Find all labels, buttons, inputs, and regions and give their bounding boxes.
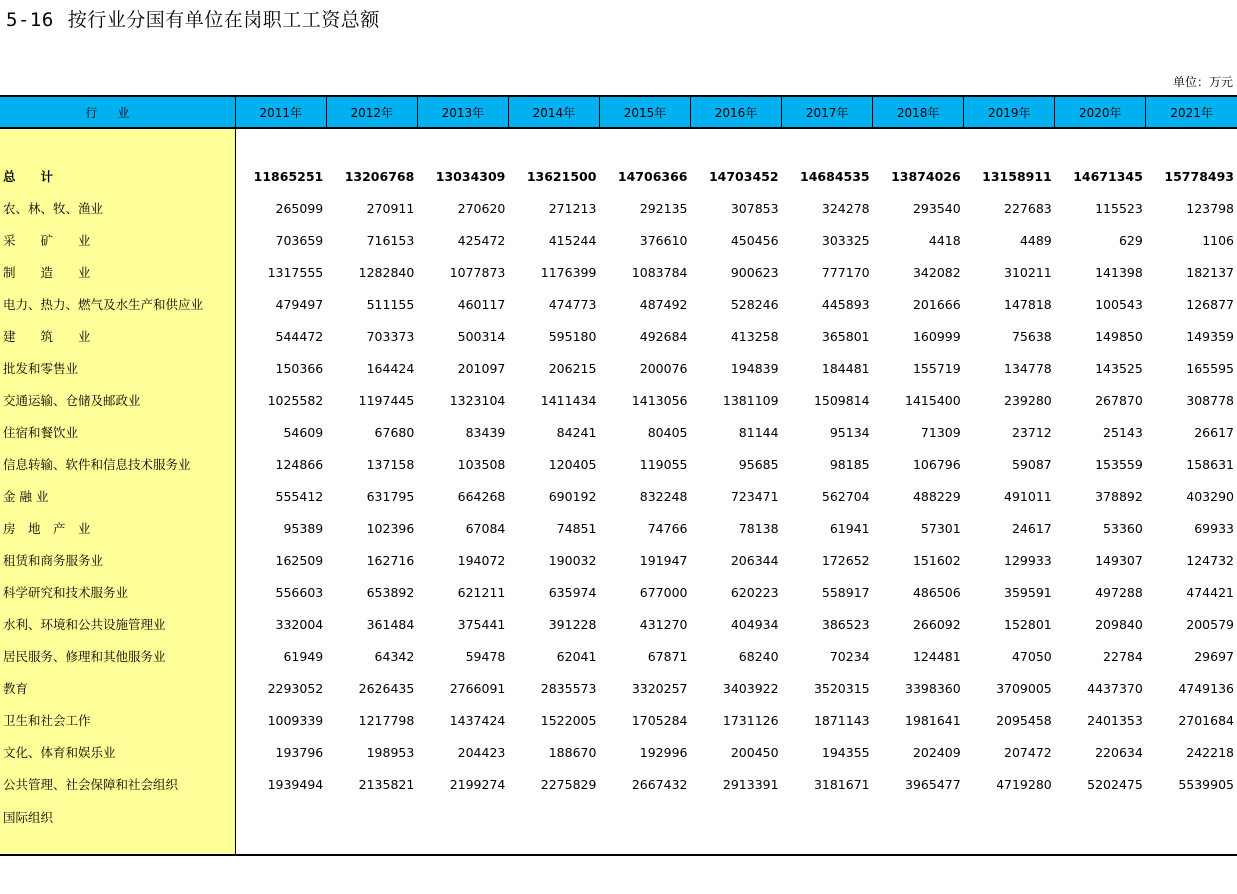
- row-label: 卫生和社会工作: [0, 704, 235, 736]
- value-cell: 22784: [1103, 648, 1143, 664]
- value-cell: 149850: [1095, 328, 1143, 344]
- value-cell: 201666: [912, 296, 961, 312]
- value-cell: 4418: [928, 232, 961, 248]
- value-cell: 431270: [639, 616, 688, 632]
- value-cell: 3403922: [722, 680, 779, 696]
- table-body: [0, 128, 1237, 855]
- value-cell: 95389: [283, 520, 324, 536]
- value-cell: 153559: [1095, 456, 1143, 472]
- value-cell: 445893: [821, 296, 870, 312]
- value-cell: 13874026: [891, 168, 961, 184]
- value-cell: 307853: [730, 200, 779, 216]
- value-cell: 71309: [920, 424, 961, 440]
- value-cell: 270911: [366, 200, 415, 216]
- value-cell: 220634: [1095, 744, 1143, 760]
- table-row: [0, 480, 1237, 512]
- value-cell: 15778493: [1164, 168, 1234, 184]
- row-label: 建 筑 业: [0, 320, 235, 352]
- table-row: [0, 704, 1237, 736]
- value-cell: 1522005: [540, 712, 597, 728]
- value-cell: 155719: [912, 360, 961, 376]
- table-row: [0, 608, 1237, 640]
- value-cell: 194839: [730, 360, 779, 376]
- value-cell: 1217798: [358, 712, 415, 728]
- value-cell: 1705284: [631, 712, 688, 728]
- value-cell: 14684535: [800, 168, 870, 184]
- value-cell: 13621500: [526, 168, 597, 184]
- table-row: [0, 672, 1237, 704]
- header-year: 2011年: [235, 96, 326, 128]
- value-cell: 194355: [821, 744, 870, 760]
- row-label: 居民服务、修理和其他服务业: [0, 640, 235, 672]
- value-cell: 126877: [1186, 296, 1234, 312]
- value-cell: 1323104: [449, 392, 506, 408]
- value-cell: [1146, 800, 1237, 855]
- value-cell: 332004: [275, 616, 324, 632]
- value-cell: 2701684: [1178, 712, 1234, 728]
- value-cell: 271213: [548, 200, 597, 216]
- value-cell: 629: [1118, 232, 1143, 248]
- value-cell: 491011: [1004, 488, 1052, 504]
- value-cell: 621211: [457, 584, 506, 600]
- value-cell: 2275829: [540, 776, 597, 792]
- row-label: 国际组织: [0, 800, 235, 855]
- value-cell: [782, 800, 873, 855]
- value-cell: 365801: [821, 328, 870, 344]
- table-title: [6, 5, 380, 32]
- value-cell: 102396: [366, 520, 415, 536]
- value-cell: 13206768: [344, 168, 415, 184]
- value-cell: 64342: [374, 648, 415, 664]
- value-cell: [1055, 800, 1146, 855]
- value-cell: 206344: [730, 552, 779, 568]
- value-cell: 413258: [730, 328, 779, 344]
- header-year: 2014年: [508, 96, 599, 128]
- value-cell: 2095458: [996, 712, 1052, 728]
- value-cell: 202409: [912, 744, 961, 760]
- value-cell: 239280: [1004, 392, 1052, 408]
- table-row: [0, 384, 1237, 416]
- value-cell: 324278: [821, 200, 870, 216]
- value-cell: 74851: [556, 520, 597, 536]
- row-label: 水利、环境和公共设施管理业: [0, 608, 235, 640]
- value-cell: 227683: [1004, 200, 1052, 216]
- value-cell: 497288: [1095, 584, 1143, 600]
- value-cell: 1415400: [905, 392, 961, 408]
- value-cell: 378892: [1095, 488, 1143, 504]
- value-cell: 511155: [366, 296, 415, 312]
- header-industry: 行业: [0, 96, 235, 128]
- value-cell: 62041: [556, 648, 597, 664]
- value-cell: 149307: [1095, 552, 1143, 568]
- value-cell: 303325: [821, 232, 870, 248]
- value-cell: [508, 800, 599, 855]
- value-cell: 376610: [639, 232, 688, 248]
- table-row: [0, 192, 1237, 224]
- value-cell: 207472: [1004, 744, 1052, 760]
- table-row: [0, 256, 1237, 288]
- row-label: 科学研究和技术服务业: [0, 576, 235, 608]
- value-cell: 391228: [548, 616, 597, 632]
- value-cell: 359591: [1004, 584, 1052, 600]
- value-cell: 404934: [730, 616, 779, 632]
- value-cell: 777170: [821, 264, 870, 280]
- spacer-row: [0, 128, 1237, 160]
- table-number: 5-16: [6, 9, 54, 31]
- value-cell: [691, 800, 782, 855]
- value-cell: 25143: [1103, 424, 1143, 440]
- value-cell: 47050: [1011, 648, 1052, 664]
- value-cell: 900623: [730, 264, 779, 280]
- header-year: 2021年: [1146, 96, 1237, 128]
- value-cell: 556603: [275, 584, 324, 600]
- value-cell: 479497: [275, 296, 324, 312]
- row-label: 信息转输、软件和信息技术服务业: [0, 448, 235, 480]
- table-row: [0, 160, 1237, 192]
- header-year: 2016年: [691, 96, 782, 128]
- value-cell: 192996: [639, 744, 688, 760]
- value-cell: [417, 800, 508, 855]
- value-cell: 14703452: [708, 168, 779, 184]
- value-cell: 103508: [457, 456, 506, 472]
- value-cell: 164424: [366, 360, 415, 376]
- value-cell: 120405: [548, 456, 597, 472]
- header-year: 2020年: [1055, 96, 1146, 128]
- value-cell: 54609: [283, 424, 324, 440]
- value-cell: 4719280: [996, 776, 1052, 792]
- value-cell: 492684: [639, 328, 688, 344]
- table-row: [0, 640, 1237, 672]
- value-cell: 1871143: [813, 712, 870, 728]
- value-cell: 425472: [457, 232, 506, 248]
- value-cell: 267870: [1095, 392, 1143, 408]
- value-cell: 106796: [912, 456, 961, 472]
- value-cell: 67084: [465, 520, 506, 536]
- value-cell: 308778: [1186, 392, 1234, 408]
- value-cell: 69933: [1194, 520, 1234, 536]
- value-cell: 67871: [647, 648, 688, 664]
- value-cell: 1411434: [540, 392, 597, 408]
- value-cell: 293540: [912, 200, 961, 216]
- value-cell: 3520315: [813, 680, 870, 696]
- value-cell: 558917: [821, 584, 870, 600]
- wage-table: [0, 95, 1237, 856]
- header-year: 2017年: [782, 96, 873, 128]
- value-cell: 1282840: [358, 264, 415, 280]
- value-cell: 460117: [457, 296, 506, 312]
- value-cell: 198953: [366, 744, 415, 760]
- value-cell: 4749136: [1178, 680, 1234, 696]
- value-cell: 95685: [738, 456, 779, 472]
- value-cell: [235, 800, 326, 855]
- value-cell: 95134: [829, 424, 870, 440]
- value-cell: 206215: [548, 360, 597, 376]
- value-cell: 1939494: [267, 776, 324, 792]
- table-row: [0, 416, 1237, 448]
- value-cell: 487492: [639, 296, 688, 312]
- value-cell: 83439: [465, 424, 506, 440]
- value-cell: 3709005: [996, 680, 1052, 696]
- value-cell: 5202475: [1087, 776, 1143, 792]
- value-cell: 2135821: [358, 776, 415, 792]
- row-label: 教育: [0, 672, 235, 704]
- value-cell: 182137: [1186, 264, 1234, 280]
- value-cell: 703659: [275, 232, 324, 248]
- value-cell: 2766091: [449, 680, 506, 696]
- table-row: [0, 800, 1237, 855]
- value-cell: 141398: [1095, 264, 1143, 280]
- value-cell: 1077873: [449, 264, 506, 280]
- data-table-container: [0, 95, 1237, 856]
- value-cell: 68240: [738, 648, 779, 664]
- value-cell: 1009339: [267, 712, 324, 728]
- value-cell: 1381109: [722, 392, 779, 408]
- row-label: 金 融 业: [0, 480, 235, 512]
- table-row: [0, 544, 1237, 576]
- value-cell: 152801: [1004, 616, 1052, 632]
- value-cell: 119055: [639, 456, 688, 472]
- value-cell: 81144: [738, 424, 779, 440]
- header-row: [0, 96, 1237, 128]
- table-row: [0, 320, 1237, 352]
- value-cell: 4489: [1019, 232, 1052, 248]
- table-row: [0, 512, 1237, 544]
- value-cell: [326, 800, 417, 855]
- value-cell: [873, 800, 964, 855]
- value-cell: 78138: [738, 520, 779, 536]
- value-cell: 14671345: [1073, 168, 1143, 184]
- value-cell: 53360: [1103, 520, 1143, 536]
- value-cell: 2913391: [722, 776, 779, 792]
- value-cell: 664268: [457, 488, 506, 504]
- value-cell: 13158911: [982, 168, 1052, 184]
- value-cell: 555412: [275, 488, 324, 504]
- row-label: 制 造 业: [0, 256, 235, 288]
- value-cell: 124732: [1186, 552, 1234, 568]
- value-cell: 13034309: [435, 168, 506, 184]
- value-cell: 124866: [275, 456, 324, 472]
- value-cell: 29697: [1194, 648, 1234, 664]
- value-cell: 191947: [639, 552, 688, 568]
- value-cell: 1106: [1202, 232, 1234, 248]
- value-cell: 100543: [1095, 296, 1143, 312]
- value-cell: 415244: [548, 232, 597, 248]
- value-cell: 2835573: [540, 680, 597, 696]
- table-row: [0, 576, 1237, 608]
- value-cell: 1437424: [449, 712, 506, 728]
- value-cell: 115523: [1095, 200, 1143, 216]
- value-cell: 635974: [548, 584, 597, 600]
- value-cell: 562704: [821, 488, 870, 504]
- value-cell: 98185: [829, 456, 870, 472]
- table-row: [0, 736, 1237, 768]
- value-cell: 172652: [821, 552, 870, 568]
- value-cell: 703373: [366, 328, 415, 344]
- value-cell: 265099: [275, 200, 324, 216]
- value-cell: 162716: [366, 552, 415, 568]
- value-cell: 162509: [275, 552, 324, 568]
- value-cell: 160999: [912, 328, 961, 344]
- value-cell: 2667432: [631, 776, 688, 792]
- value-cell: 266092: [912, 616, 961, 632]
- spacer-cell: [235, 128, 1237, 160]
- value-cell: 342082: [912, 264, 961, 280]
- value-cell: 209840: [1095, 616, 1143, 632]
- value-cell: 1509814: [813, 392, 870, 408]
- value-cell: 3398360: [905, 680, 961, 696]
- spacer-label-cell: [0, 128, 235, 160]
- row-label: 租赁和商务服务业: [0, 544, 235, 576]
- value-cell: 137158: [366, 456, 415, 472]
- value-cell: 386523: [821, 616, 870, 632]
- value-cell: 151602: [912, 552, 961, 568]
- table-row: [0, 224, 1237, 256]
- value-cell: 1981641: [905, 712, 961, 728]
- value-cell: 165595: [1186, 360, 1234, 376]
- value-cell: 310211: [1004, 264, 1052, 280]
- value-cell: 129933: [1004, 552, 1052, 568]
- value-cell: 201097: [457, 360, 506, 376]
- value-cell: 5539905: [1178, 776, 1234, 792]
- row-label: 采 矿 业: [0, 224, 235, 256]
- value-cell: 620223: [730, 584, 779, 600]
- value-cell: 23712: [1011, 424, 1052, 440]
- value-cell: 361484: [366, 616, 415, 632]
- value-cell: 631795: [366, 488, 415, 504]
- value-cell: 123798: [1186, 200, 1234, 216]
- value-cell: 2293052: [267, 680, 324, 696]
- value-cell: 4437370: [1087, 680, 1143, 696]
- value-cell: 716153: [366, 232, 415, 248]
- value-cell: 2199274: [449, 776, 506, 792]
- value-cell: 1083784: [631, 264, 688, 280]
- value-cell: 74766: [647, 520, 688, 536]
- header-year: 2018年: [873, 96, 964, 128]
- row-label: 批发和零售业: [0, 352, 235, 384]
- row-label: 交通运输、仓储及邮政业: [0, 384, 235, 416]
- value-cell: 200076: [639, 360, 688, 376]
- table-title-text: 按行业分国有单位在岗职工工资总额: [67, 9, 380, 31]
- value-cell: 544472: [275, 328, 324, 344]
- value-cell: 75638: [1011, 328, 1052, 344]
- value-cell: 24617: [1011, 520, 1052, 536]
- value-cell: 653892: [366, 584, 415, 600]
- value-cell: 184481: [821, 360, 870, 376]
- value-cell: 595180: [548, 328, 597, 344]
- table-row: [0, 768, 1237, 800]
- value-cell: 70234: [829, 648, 870, 664]
- value-cell: 3181671: [813, 776, 870, 792]
- value-cell: 188670: [548, 744, 597, 760]
- header-year: 2019年: [964, 96, 1055, 128]
- value-cell: 2401353: [1087, 712, 1143, 728]
- value-cell: 80405: [647, 424, 688, 440]
- value-cell: 500314: [457, 328, 506, 344]
- row-label: 电力、热力、燃气及水生产和供应业: [0, 288, 235, 320]
- row-label: 农、林、牧、渔业: [0, 192, 235, 224]
- value-cell: 375441: [457, 616, 506, 632]
- header-year: 2012年: [326, 96, 417, 128]
- row-label: 房 地 产 业: [0, 512, 235, 544]
- value-cell: 690192: [548, 488, 597, 504]
- value-cell: 486506: [912, 584, 961, 600]
- value-cell: 190032: [548, 552, 597, 568]
- value-cell: 528246: [730, 296, 779, 312]
- row-label: 公共管理、社会保障和社会组织: [0, 768, 235, 800]
- value-cell: 193796: [275, 744, 324, 760]
- header-year: 2013年: [417, 96, 508, 128]
- value-cell: 150366: [275, 360, 324, 376]
- value-cell: 84241: [556, 424, 597, 440]
- value-cell: 57301: [920, 520, 961, 536]
- value-cell: 450456: [730, 232, 779, 248]
- value-cell: 2626435: [358, 680, 415, 696]
- value-cell: 488229: [912, 488, 961, 504]
- value-cell: 124481: [912, 648, 961, 664]
- value-cell: 474773: [548, 296, 597, 312]
- value-cell: 292135: [639, 200, 688, 216]
- value-cell: 14706366: [617, 168, 688, 184]
- value-cell: 242218: [1186, 744, 1234, 760]
- value-cell: 1413056: [631, 392, 688, 408]
- value-cell: 26617: [1194, 424, 1234, 440]
- value-cell: 3320257: [631, 680, 688, 696]
- value-cell: 149359: [1186, 328, 1234, 344]
- table-row: [0, 288, 1237, 320]
- value-cell: 158631: [1186, 456, 1234, 472]
- row-label: 总 计: [0, 160, 235, 192]
- value-cell: 59478: [465, 648, 506, 664]
- value-cell: 403290: [1186, 488, 1234, 504]
- table-row: [0, 448, 1237, 480]
- value-cell: 1025582: [267, 392, 324, 408]
- header-year: 2015年: [599, 96, 690, 128]
- value-cell: 1317555: [267, 264, 324, 280]
- value-cell: 134778: [1004, 360, 1052, 376]
- value-cell: 204423: [457, 744, 506, 760]
- value-cell: 67680: [374, 424, 415, 440]
- row-label: 文化、体育和娱乐业: [0, 736, 235, 768]
- value-cell: [964, 800, 1055, 855]
- value-cell: 143525: [1095, 360, 1143, 376]
- value-cell: [599, 800, 690, 855]
- value-cell: 147818: [1004, 296, 1052, 312]
- value-cell: 270620: [457, 200, 506, 216]
- value-cell: 200579: [1186, 616, 1234, 632]
- value-cell: 61949: [283, 648, 324, 664]
- table-header: [0, 96, 1237, 128]
- value-cell: 1197445: [358, 392, 415, 408]
- value-cell: 200450: [730, 744, 779, 760]
- value-cell: 1176399: [540, 264, 597, 280]
- value-cell: 1731126: [722, 712, 779, 728]
- value-cell: 832248: [639, 488, 688, 504]
- value-cell: 61941: [829, 520, 870, 536]
- value-cell: 723471: [730, 488, 779, 504]
- value-cell: 474421: [1186, 584, 1234, 600]
- row-label: 住宿和餐饮业: [0, 416, 235, 448]
- value-cell: 3965477: [905, 776, 961, 792]
- table-row: [0, 352, 1237, 384]
- value-cell: 59087: [1011, 456, 1052, 472]
- value-cell: 194072: [457, 552, 506, 568]
- value-cell: 11865251: [253, 168, 324, 184]
- value-cell: 677000: [639, 584, 688, 600]
- unit-label: 单位：万元: [1172, 75, 1233, 89]
